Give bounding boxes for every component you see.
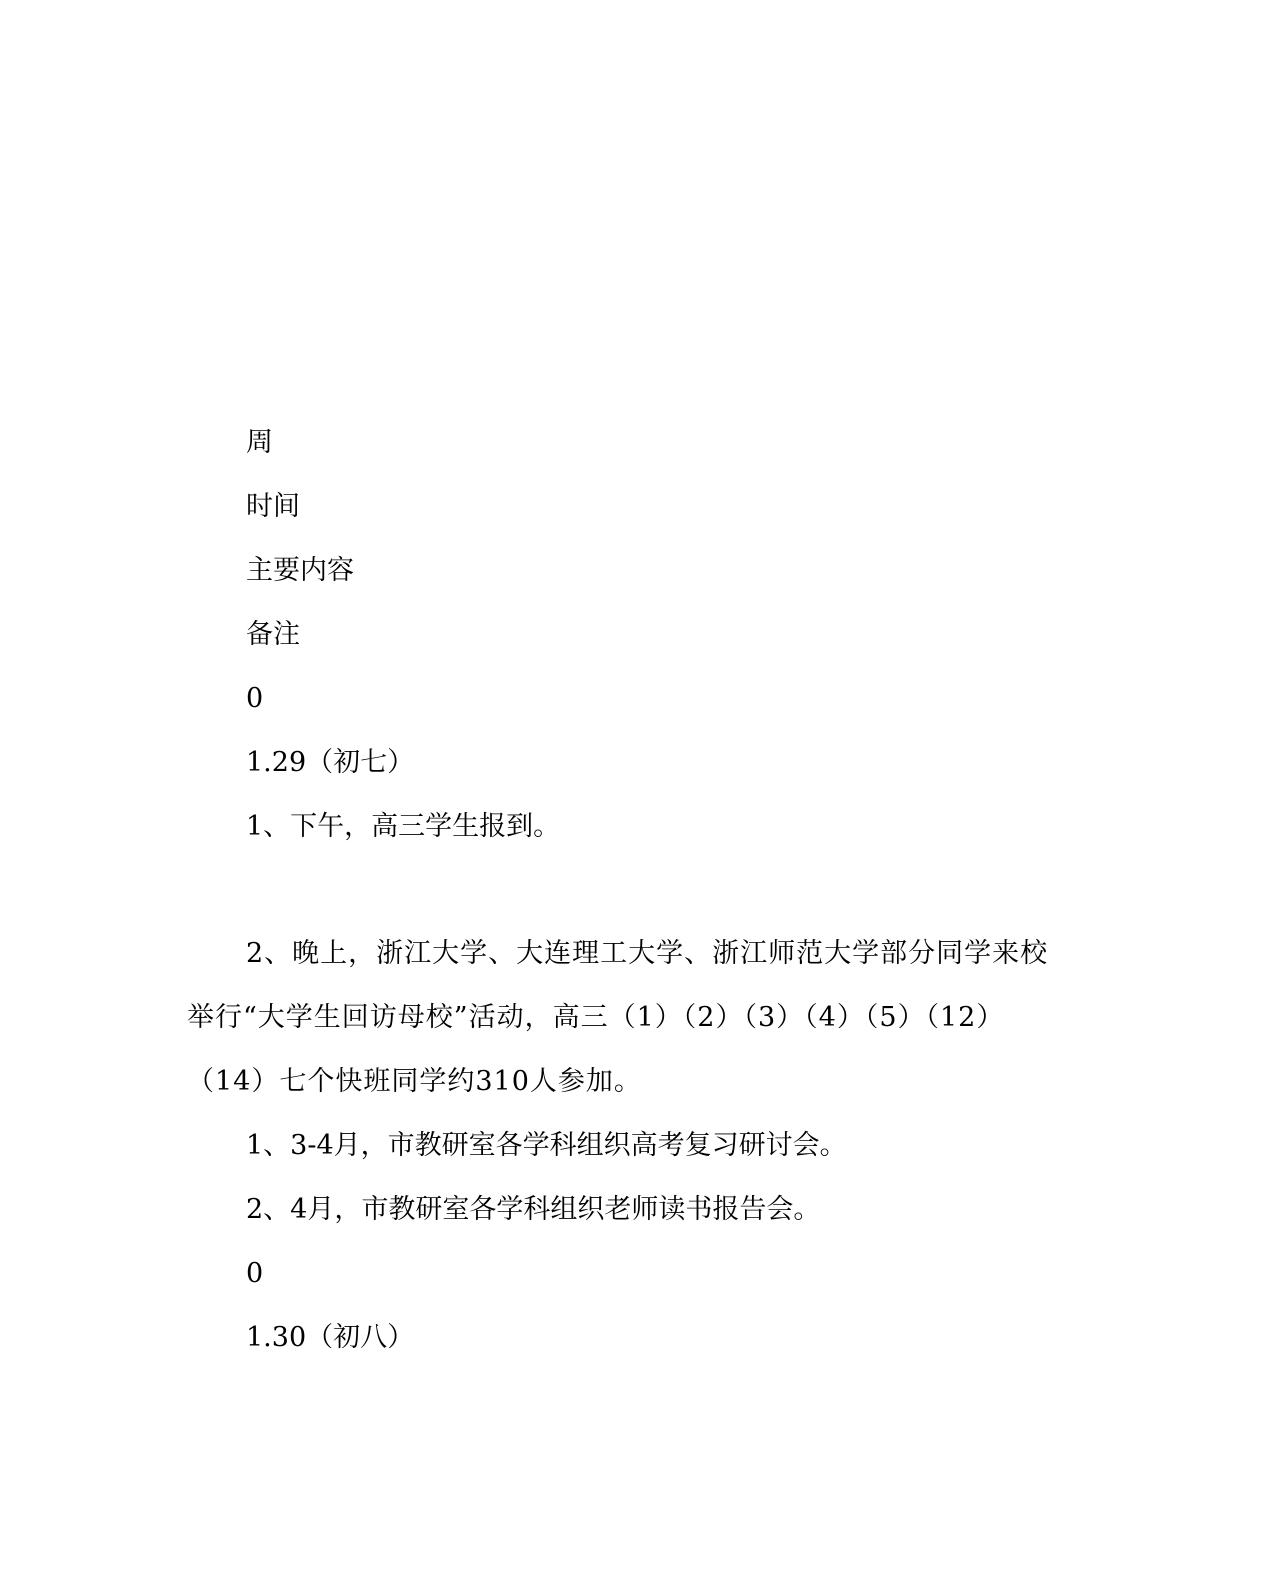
row-date: 1.29（初七） [246, 747, 415, 778]
row-week: 0 [246, 1258, 264, 1289]
row-item: 1、下午，高三学生报到。 [246, 811, 561, 842]
row-remark: 1、3-4月，市教研室各学科组织高考复习研讨会。 [246, 1130, 847, 1161]
header-time: 时间 [246, 491, 300, 522]
row-date: 1.30（初八） [246, 1322, 415, 1353]
row-remark: 2、4月，市教研室各学科组织老师读书报告会。 [246, 1194, 821, 1225]
row-item-paragraph: 2、晚上，浙江大学、大连理工大学、浙江师范大学部分同学来校举行“大学生回访母校”活动，高三（1）（2）（3）（4）（5）（12）（14）七个快班同学约310人参加。 [187, 938, 1049, 1097]
header-content: 主要内容 [246, 555, 354, 586]
header-remarks: 备注 [246, 619, 300, 650]
header-week: 周 [246, 427, 273, 458]
row-week: 0 [246, 683, 264, 714]
